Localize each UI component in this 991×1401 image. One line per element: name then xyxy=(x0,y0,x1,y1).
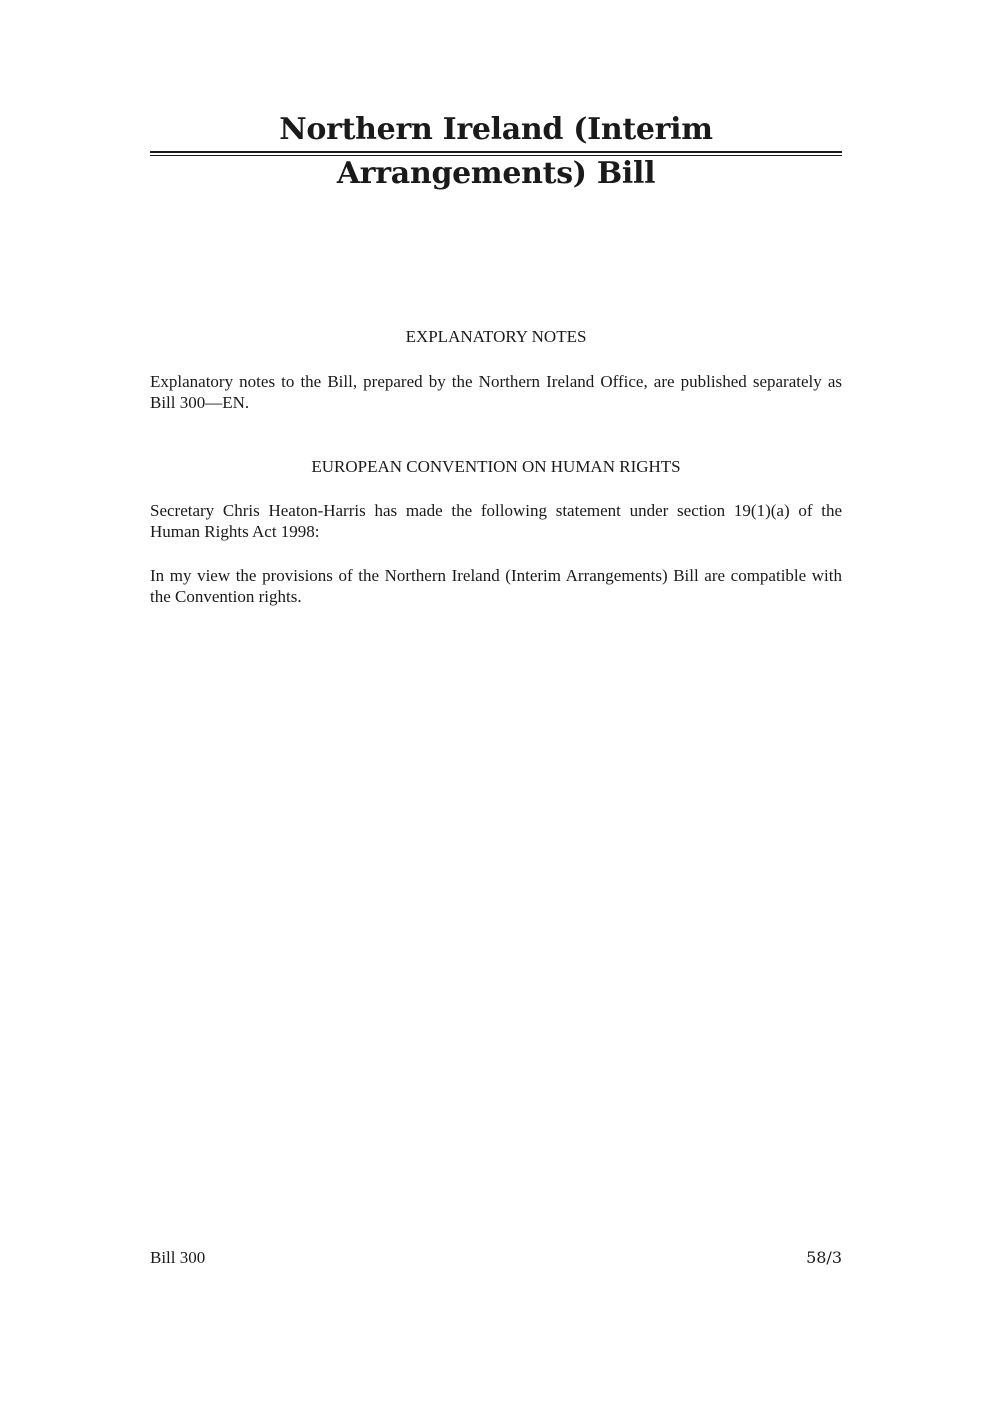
bill-title: Northern Ireland (Interim Arrangements) Bill xyxy=(279,112,713,191)
explanatory-notes-paragraph: Explanatory notes to the Bill, prepared by the Northern Ireland Office, are published separately as Bill 300—EN. xyxy=(150,372,842,412)
section-heading-explanatory-notes: EXPLANATORY NOTES xyxy=(405,327,587,346)
section-heading-echr: EUROPEAN CONVENTION ON HUMAN RIGHTS xyxy=(311,457,681,476)
footer-reference: 58/3 xyxy=(806,1248,842,1267)
title-rule-thin xyxy=(150,155,842,156)
echr-compatibility-statement: In my view the provisions of the Northern Ireland (Interim Arrangements) Bill are compatible with the Convention rights. xyxy=(150,566,842,606)
title-rule-thick xyxy=(150,151,842,153)
echr-statement-intro: Secretary Chris Heaton-Harris has made the following statement under section 19(1)(a) of the Human Rights Act 1998: xyxy=(150,501,842,541)
footer-bill-number: Bill 300 xyxy=(150,1248,206,1267)
